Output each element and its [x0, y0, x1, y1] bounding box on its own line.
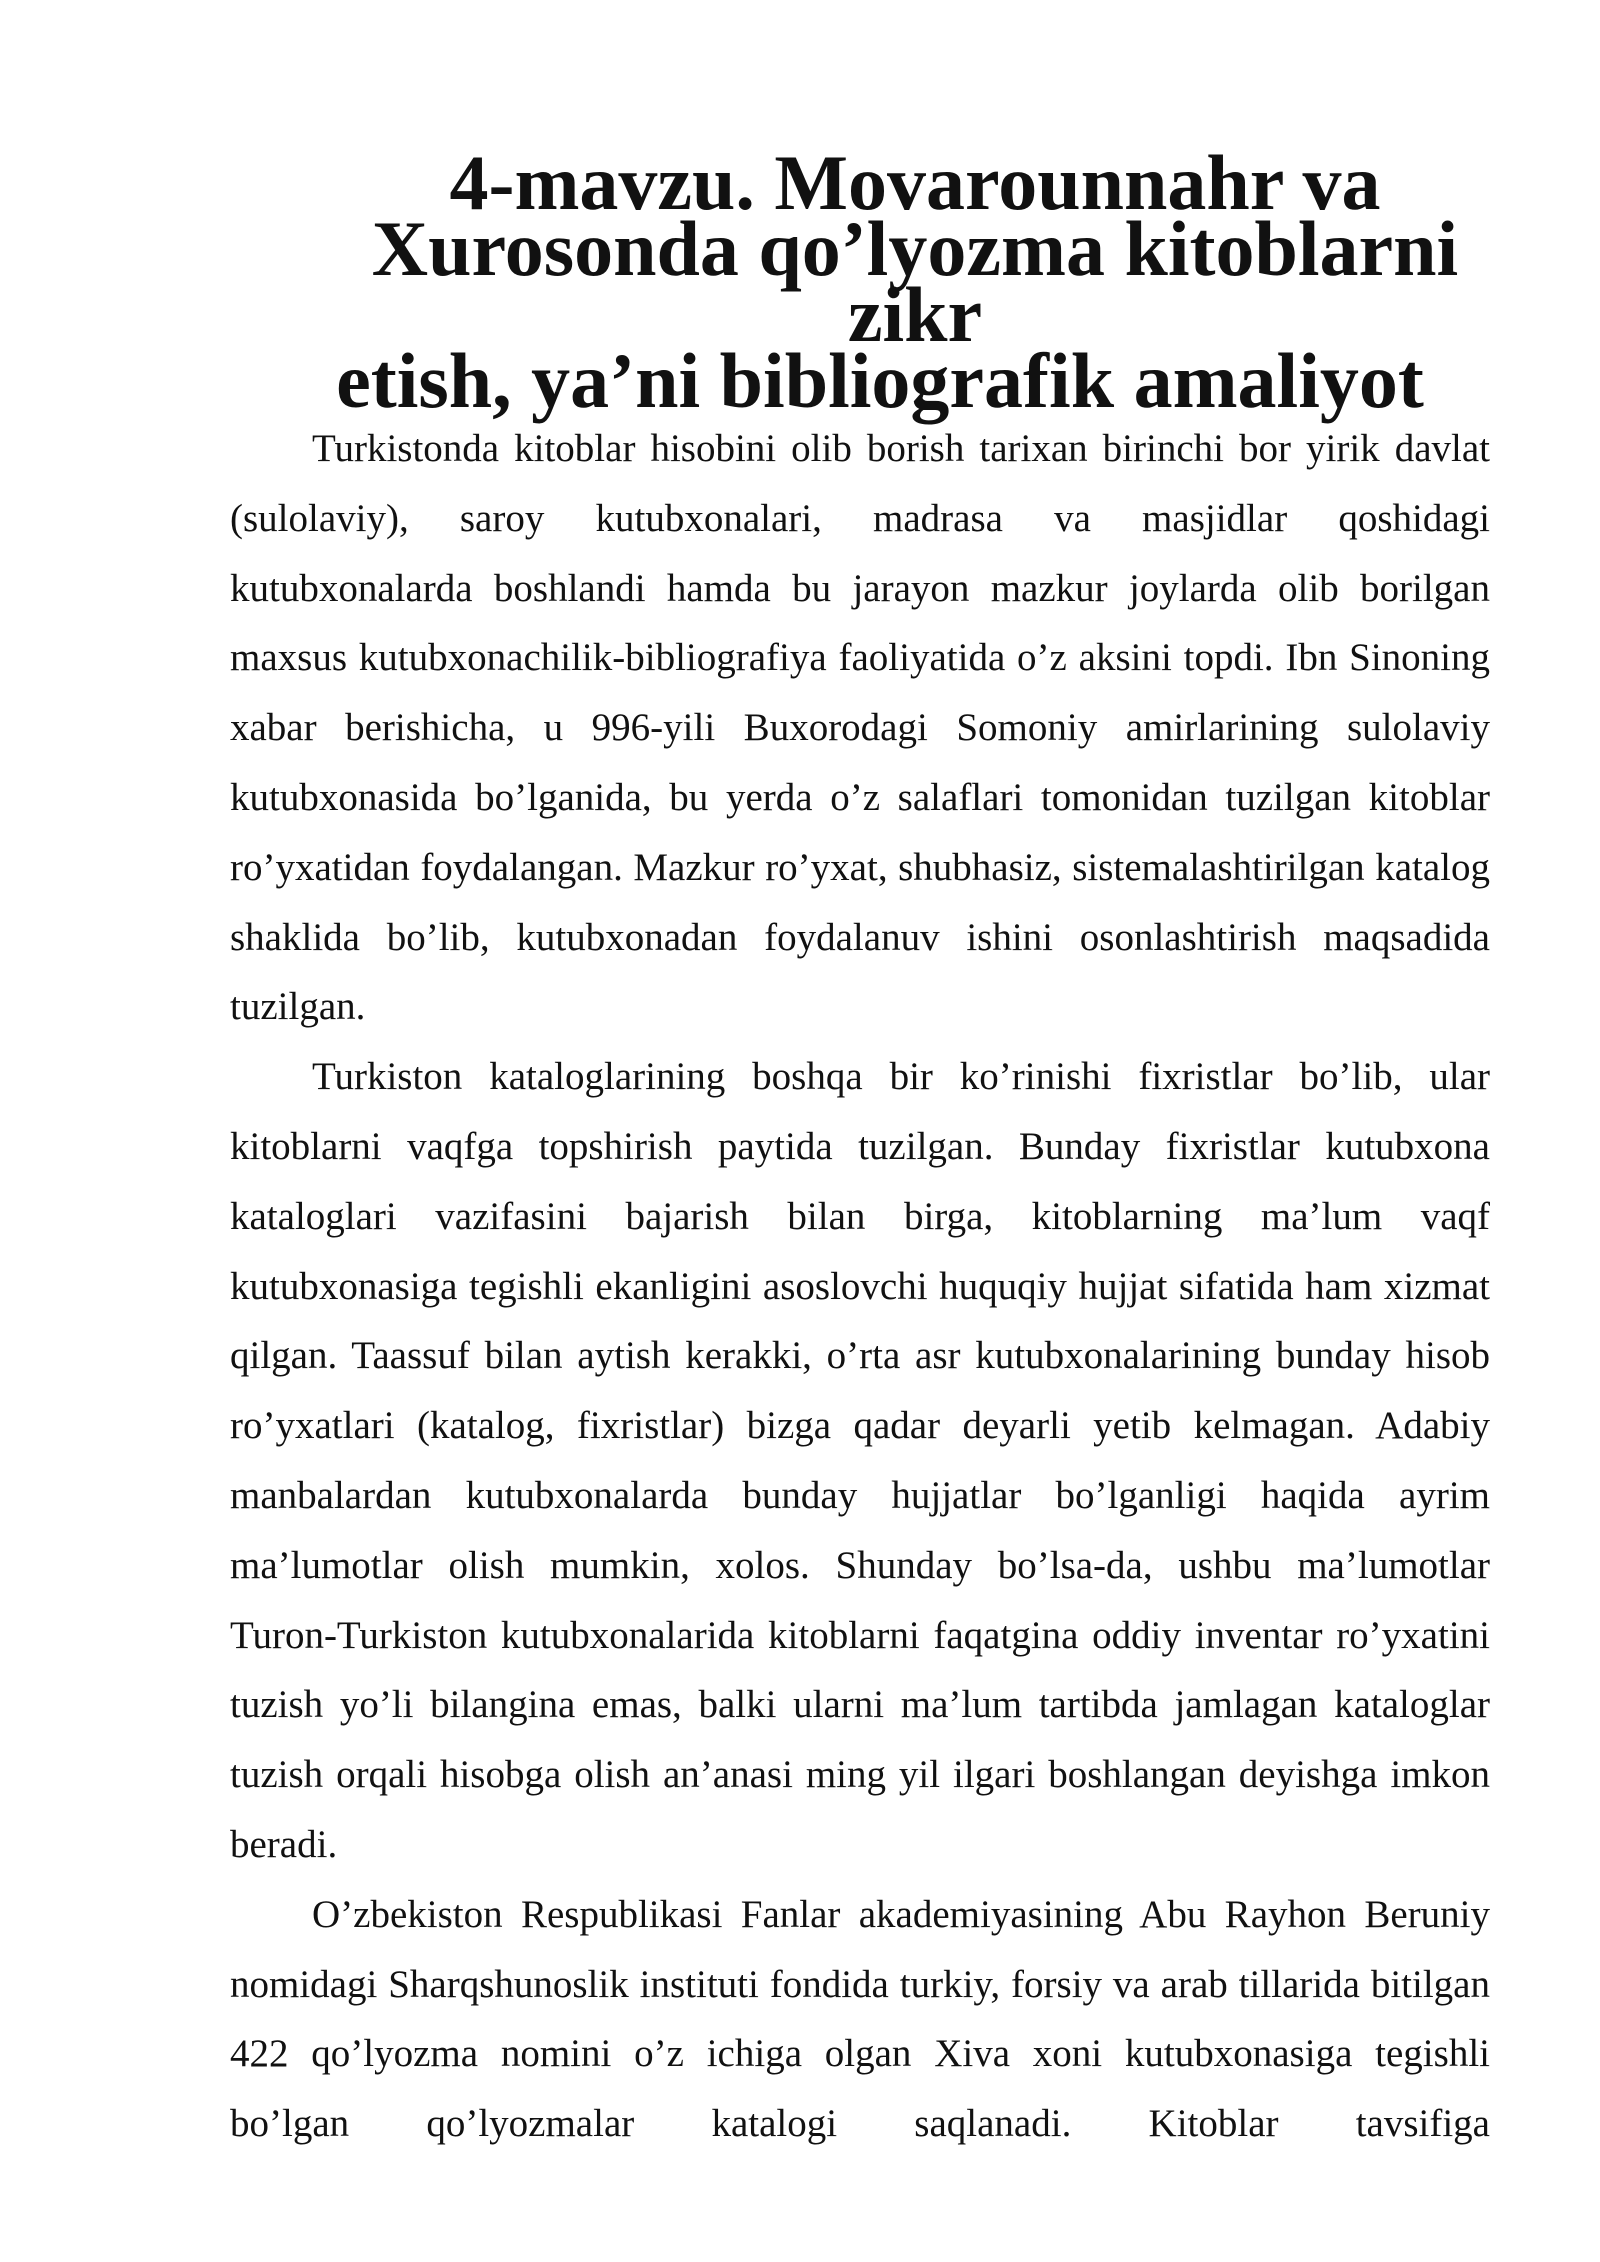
- title-line-1: 4-mavzu. Movarounnahr va Xurosonda qo’lyozma kitoblarni zikr: [371, 139, 1459, 358]
- document-page: [230, 139, 1490, 2159]
- paragraph-1: Turkistonda kitoblar hisobini olib borish tarixan birinchi bor yirik davlat (sulolaviy), saroy kutubxonalari, madrasa va masjidlar qoshidagi kutubxonalarda boshlandi hamda bu jarayon mazkur joylarda olib borilgan maxsus kutubxonachilik-bibliografiya faoliyatida o’z aksini topdi. Ibn Sinoning xabar berishicha, u 996-yili Buxorodagi Somoniy amirlarining sulolaviy kutubxonasida bo’lganida, bu yerda o’z salaflari tomonidan tuzilgan kitoblar ro’yxatidan foydalangan. Mazkur ro’yxat, shubhasiz, sistemalashtirilgan katalog shaklida bo’lib, kutubxonadan foydalanuv ishini osonlashtirish maqsadida tuzilgan.: [230, 427, 1490, 1029]
- paragraph-3: O’zbekiston Respublikasi Fanlar akademiyasining Abu Rayhon Beruniy nomidagi Sharqshunoslik instituti fondida turkiy, forsiy va arab tillarida bitilgan 422 qo’lyozma nomini o’z ichiga olgan Xiva xoni kutubxonasiga tegishli bo’lgan qo’lyozmalar katalogi saqlanadi. Kitoblar tavsifiga: [230, 1892, 1490, 2146]
- paragraph-2: Turkiston kataloglarining boshqa bir ko’rinishi fixristlar bo’lib, ular kitoblarni vaqfga topshirish paytida tuzilgan. Bunday fixristlar kutubxona kataloglari vazifasini bajarish bilan birga, kitoblarning ma’lum vaqf kutubxonasiga tegishli ekanligini asoslovchi huquqiy hujjat sifatida ham xizmat qilgan. Taassuf bilan aytish kerakki, o’rta asr kutubxonalarining bunday hisob ro’yxatlari (katalog, fixristlar) bizga qadar deyarli yetib kelmagan. Adabiy manbalardan kutubxonalarda bunday hujjatlar bo’lganligi haqida ayrim ma’lumotlar olish mumkin, xolos. Shunday bo’lsa-da, ushbu ma’lumotlar Turon-Turkiston kutubxonalarida kitoblarni faqatgina oddiy inventar ro’yxatini tuzish yo’li bilangina emas, balki ularni ma’lum tartibda jamlagan kataloglar tuzish orqali hisobga olish an’anasi ming yil ilgari boshlangan deyishga imkon beradi.: [230, 1055, 1490, 1866]
- title-line-2: etish, ya’ni bibliografik amaliyot: [336, 337, 1424, 424]
- document-title: [230, 139, 1490, 424]
